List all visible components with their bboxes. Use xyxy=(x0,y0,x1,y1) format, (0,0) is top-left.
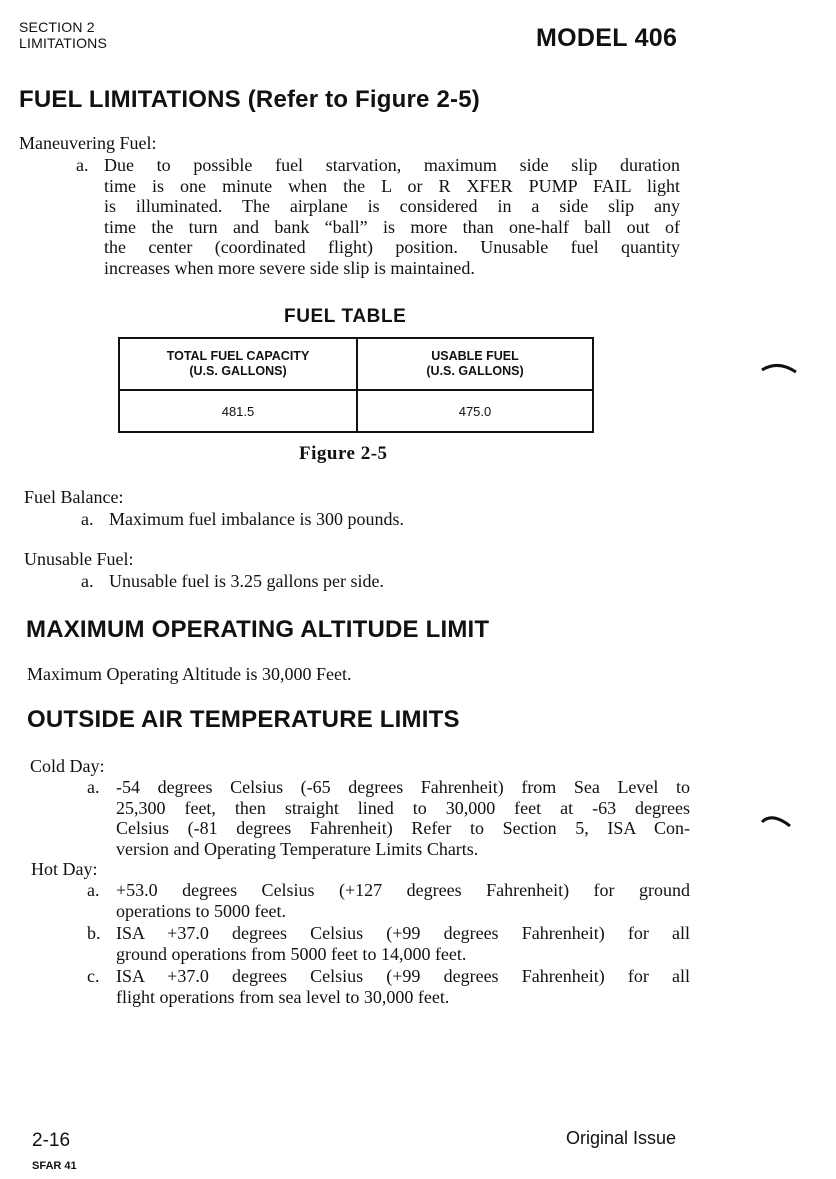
subsection-label: LIMITATIONS xyxy=(19,35,108,51)
revision-mark xyxy=(760,358,800,380)
cold-day-label: Cold Day: xyxy=(30,756,105,776)
section-label: SECTION 2 xyxy=(19,19,95,35)
revision-mark xyxy=(758,808,798,830)
text-line: +53.0 degrees Celsius (+127 degrees Fahrenheit) for ground xyxy=(116,880,690,900)
text-line: version and Operating Temperature Limits Charts. xyxy=(116,838,479,859)
issue-label: Original Issue xyxy=(566,1128,677,1148)
list-item-text xyxy=(116,880,690,921)
hot-day-item-b xyxy=(87,923,691,965)
text-line: operations to 5000 feet. xyxy=(116,900,286,921)
table-cell-total-capacity: 481.5 xyxy=(119,390,357,432)
list-marker: a. xyxy=(87,880,100,900)
column-header-line: (U.S. GALLONS) xyxy=(189,364,287,378)
hot-day-item-c xyxy=(87,966,691,1008)
list-marker: a. xyxy=(87,777,100,797)
text-line: time is one minute when the L or R XFER PUMP FAIL light xyxy=(104,175,680,196)
list-item-text xyxy=(116,777,690,859)
altitude-heading: MAXIMUM OPERATING ALTITUDE LIMIT xyxy=(26,616,490,643)
fuel-balance-item-a xyxy=(81,509,641,531)
text-line: time the turn and bank “ball” is more than one-half ball out of xyxy=(104,216,680,237)
text-line: increases when more severe side slip is maintained. xyxy=(104,257,475,278)
unusable-fuel-label: Unusable Fuel: xyxy=(24,549,134,569)
altitude-text: Maximum Operating Altitude is 30,000 Feet. xyxy=(27,664,352,684)
list-marker: c. xyxy=(87,966,100,986)
fuel-limitations-heading: FUEL LIMITATIONS (Refer to Figure 2-5) xyxy=(19,86,480,113)
unusable-fuel-item-a xyxy=(81,571,641,593)
hot-day-item-a xyxy=(87,880,691,922)
oat-heading: OUTSIDE AIR TEMPERATURE LIMITS xyxy=(27,706,460,733)
page-number: 2-16 xyxy=(32,1130,71,1151)
text-line: ISA +37.0 degrees Celsius (+99 degrees Fahrenheit) for all xyxy=(116,923,690,943)
column-header-line: (U.S. GALLONS) xyxy=(426,364,524,378)
list-item-text: Unusable fuel is 3.25 gallons per side. xyxy=(109,571,384,591)
text-line: 25,300 feet, then straight lined to 30,000 feet at -63 degrees xyxy=(116,797,690,818)
column-header-line: USABLE FUEL xyxy=(431,349,519,363)
hot-day-label: Hot Day: xyxy=(31,859,98,879)
text-line: -54 degrees Celsius (-65 degrees Fahrenheit) from Sea Level to xyxy=(116,777,690,797)
cold-day-item-a xyxy=(87,777,691,861)
list-item-text: Maximum fuel imbalance is 300 pounds. xyxy=(109,509,404,529)
text-line: Celsius (-81 degrees Fahrenheit) Refer to Section 5, ISA Con- xyxy=(116,818,690,838)
table-row xyxy=(119,390,593,432)
text-line: Due to possible fuel starvation, maximum side slip duration xyxy=(104,155,680,175)
sfar-label: SFAR 41 xyxy=(32,1160,77,1172)
column-header-line: TOTAL FUEL CAPACITY xyxy=(166,349,310,363)
figure-caption: Figure 2-5 xyxy=(299,443,388,464)
list-marker: a. xyxy=(76,155,89,175)
list-marker: a. xyxy=(81,509,94,529)
list-item-text xyxy=(116,966,690,1007)
model-title: MODEL 406 xyxy=(536,24,678,52)
list-marker: a. xyxy=(81,571,94,591)
text-line: is illuminated. The airplane is considered in a side slip any xyxy=(104,196,680,216)
fuel-table-title: FUEL TABLE xyxy=(284,306,407,327)
table-header-row xyxy=(119,338,593,390)
text-line: ground operations from 5000 feet to 14,000 feet. xyxy=(116,943,467,964)
maneuvering-fuel-label: Maneuvering Fuel: xyxy=(19,133,157,153)
text-line: the center (coordinated flight) position. Unusable fuel quantity xyxy=(104,237,680,257)
fuel-balance-label: Fuel Balance: xyxy=(24,487,124,507)
text-line: ISA +37.0 degrees Celsius (+99 degrees Fahrenheit) for all xyxy=(116,966,690,986)
fuel-table xyxy=(118,337,594,433)
list-item-text xyxy=(116,923,690,964)
text-line: flight operations from sea level to 30,000 feet. xyxy=(116,986,450,1007)
table-cell-usable-fuel: 475.0 xyxy=(357,390,593,432)
list-marker: b. xyxy=(87,923,101,943)
column-header-usable-fuel xyxy=(357,338,593,390)
maneuvering-item-a xyxy=(76,155,686,280)
list-item-text xyxy=(104,155,680,278)
column-header-total-capacity xyxy=(119,338,357,390)
